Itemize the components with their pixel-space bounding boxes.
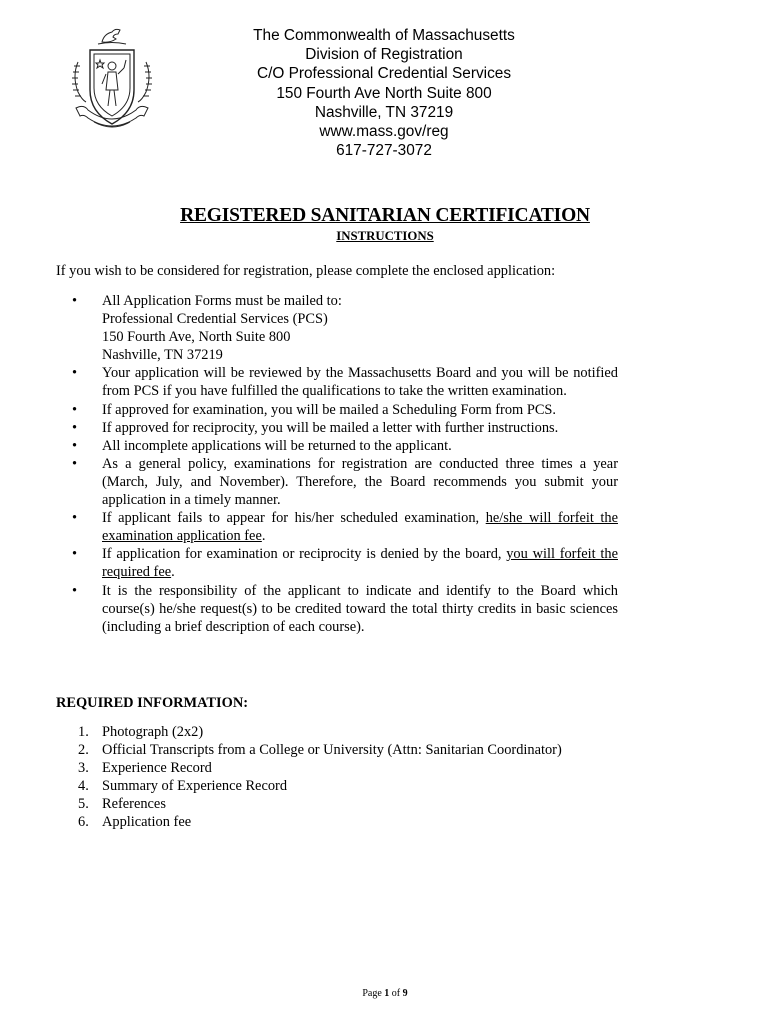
item-text: Photograph (2x2) bbox=[102, 724, 204, 740]
page-number: 1 bbox=[384, 988, 390, 999]
item-text: References bbox=[102, 796, 166, 813]
mailing-address bbox=[56, 310, 618, 364]
intro-text: If you wish to be considered for registration, please complete the enclosed application: bbox=[56, 263, 556, 279]
list-item bbox=[56, 813, 616, 831]
header-line-phone: 617-727-3072 bbox=[336, 142, 432, 160]
list-item bbox=[56, 509, 618, 545]
bullet-text-end: . bbox=[171, 564, 175, 581]
address-line: 150 Fourth Ave, North Suite 800 bbox=[102, 329, 291, 346]
bullet-icon: • bbox=[72, 582, 78, 599]
item-number: 5. bbox=[78, 796, 89, 813]
list-item bbox=[56, 455, 618, 509]
bullet-icon: • bbox=[72, 437, 78, 454]
document-subtitle: INSTRUCTIONS bbox=[336, 229, 434, 243]
bullet-icon: • bbox=[72, 546, 78, 563]
massachusetts-seal-icon bbox=[66, 22, 158, 140]
list-item bbox=[56, 795, 616, 813]
forfeit-required-fee-text: you will forfeit the required fee bbox=[102, 546, 618, 581]
list-item bbox=[56, 582, 618, 636]
item-text: Summary of Experience Record bbox=[102, 778, 288, 795]
bullet-text-end: . bbox=[261, 528, 266, 545]
bullet-text: If application for examination or reciprocity is denied by the board, bbox=[102, 546, 507, 563]
list-item bbox=[56, 364, 618, 400]
item-text: Official Transcripts from a College or University (Attn: Sanitarian Coordinator) bbox=[102, 742, 562, 759]
header-line-website: www.mass.gov/reg bbox=[319, 123, 449, 141]
header-line-street: 150 Fourth Ave North Suite 800 bbox=[276, 84, 492, 102]
bullet-icon: • bbox=[72, 293, 78, 309]
header-line-commonwealth: The Commonwealth of Massachusetts bbox=[253, 27, 515, 44]
bullet-text: All Application Forms must be mailed to: bbox=[102, 293, 342, 309]
list-item bbox=[56, 545, 618, 581]
list-item bbox=[56, 401, 618, 419]
bullet-icon: • bbox=[72, 455, 78, 472]
bullet-icon: • bbox=[72, 401, 78, 418]
list-item bbox=[56, 292, 618, 310]
bullet-text: Your application will be reviewed by the Massachusetts Board and you will be notified from PCS if you have fulfilled the qualifications to take the written examination. bbox=[102, 365, 618, 400]
bullet-icon: • bbox=[72, 510, 78, 527]
item-number: 6. bbox=[78, 814, 89, 831]
instructions-list bbox=[56, 292, 618, 636]
list-item bbox=[56, 759, 616, 777]
agency-header bbox=[214, 26, 554, 160]
bullet-icon: • bbox=[72, 365, 78, 382]
list-item bbox=[56, 437, 618, 455]
page-word: Page bbox=[362, 988, 385, 999]
bullet-text: As a general policy, examinations for registration are conducted three times a year (March, July, and November). Therefore, the Board recommends you submit your application in a timely manner. bbox=[102, 455, 618, 509]
page-footer bbox=[0, 988, 770, 999]
item-number: 4. bbox=[78, 778, 89, 795]
required-info-list bbox=[56, 723, 616, 832]
of-word: of bbox=[389, 988, 403, 999]
list-item bbox=[56, 741, 616, 759]
bullet-text: If approved for reciprocity, you will be mailed a letter with further instructions. bbox=[102, 419, 559, 436]
item-text: Experience Record bbox=[102, 760, 212, 777]
forfeit-exam-fee-text: he/she will forfeit the examination application fee bbox=[102, 510, 618, 545]
header-line-care-of: C/O Professional Credential Services bbox=[256, 65, 512, 83]
list-item bbox=[56, 419, 618, 437]
address-line: Professional Credential Services (PCS) bbox=[102, 311, 328, 328]
document-title: REGISTERED SANITARIAN CERTIFICATION bbox=[180, 205, 590, 226]
bullet-text: All incomplete applications will be returned to the applicant. bbox=[102, 437, 452, 454]
list-item bbox=[56, 723, 616, 741]
bullet-text: It is the responsibility of the applicant to indicate and identify to the Board which course(s) he/she request(s) to be credited toward the total thirty credits in basic sciences (including a brief description of each course). bbox=[102, 582, 618, 635]
item-number: 1. bbox=[78, 724, 89, 740]
header-line-division: Division of Registration bbox=[305, 46, 463, 64]
bullet-text: If applicant fails to appear for his/her scheduled examination, bbox=[102, 510, 486, 527]
page-total: 9 bbox=[402, 988, 408, 999]
list-item bbox=[56, 777, 616, 795]
item-number: 3. bbox=[78, 760, 89, 777]
bullet-text: If approved for examination, you will be mailed a Scheduling Form from PCS. bbox=[102, 401, 557, 418]
item-number: 2. bbox=[78, 742, 89, 759]
bullet-icon: • bbox=[72, 419, 78, 436]
required-info-heading: REQUIRED INFORMATION: bbox=[56, 695, 249, 711]
address-line: Nashville, TN 37219 bbox=[102, 347, 223, 364]
header-line-city: Nashville, TN 37219 bbox=[314, 103, 454, 121]
item-text: Application fee bbox=[102, 814, 192, 831]
